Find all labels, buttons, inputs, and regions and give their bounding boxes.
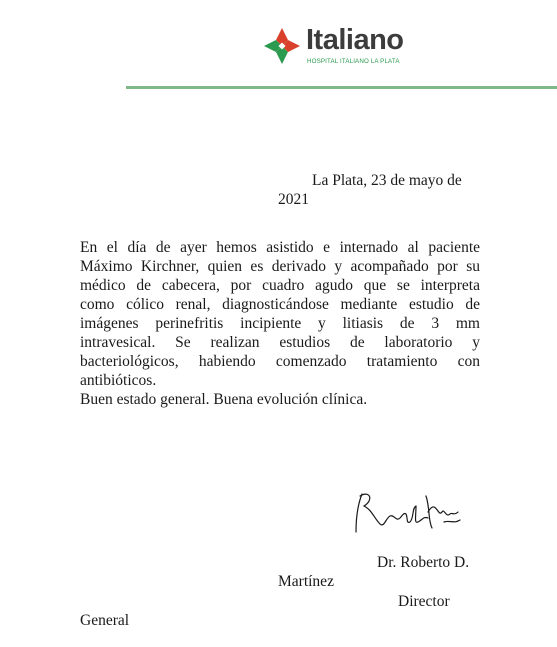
date-line-2: 2021 — [278, 191, 309, 208]
handwritten-signature — [344, 488, 464, 538]
date-line-1: La Plata, 23 de mayo de — [312, 172, 462, 189]
body-line: En el día de ayer hemos asistido e internado al paciente — [80, 239, 480, 256]
body-line: como cólico renal, diagnosticándose mediante estudio de — [80, 296, 480, 313]
body-line: intravesical. Se realizan estudios de laboratorio y — [80, 334, 480, 351]
body-line: bacteriológicos, habiendo comenzado tratamiento con — [80, 353, 480, 370]
logo-wordmark: Italiano — [306, 24, 404, 56]
body-line: Máximo Kirchner, quien es derivado y acompañado por su — [80, 258, 480, 275]
signer-name-line-1: Dr. Roberto D. — [377, 554, 470, 571]
logo-subtitle: HOSPITAL ITALIANO LA PLATA — [307, 58, 400, 65]
signer-title-line-1: Director — [398, 593, 450, 610]
signer-name-line-2: Martínez — [278, 573, 334, 590]
closing-line: Buen estado general. Buena evolución clínica. — [80, 391, 368, 408]
body-line: imágenes perinefritis incipiente y litiasis de 3 mm — [80, 315, 480, 332]
signer-title-line-2: General — [80, 612, 130, 629]
header-divider — [126, 86, 557, 89]
hospital-logo — [262, 26, 422, 70]
body-line: antibióticos. — [80, 372, 157, 389]
body-line: médico de cabecera, por cuadro agudo que se interpreta — [80, 277, 480, 294]
letter-body — [80, 238, 480, 409]
cross-logo-icon — [262, 26, 302, 66]
